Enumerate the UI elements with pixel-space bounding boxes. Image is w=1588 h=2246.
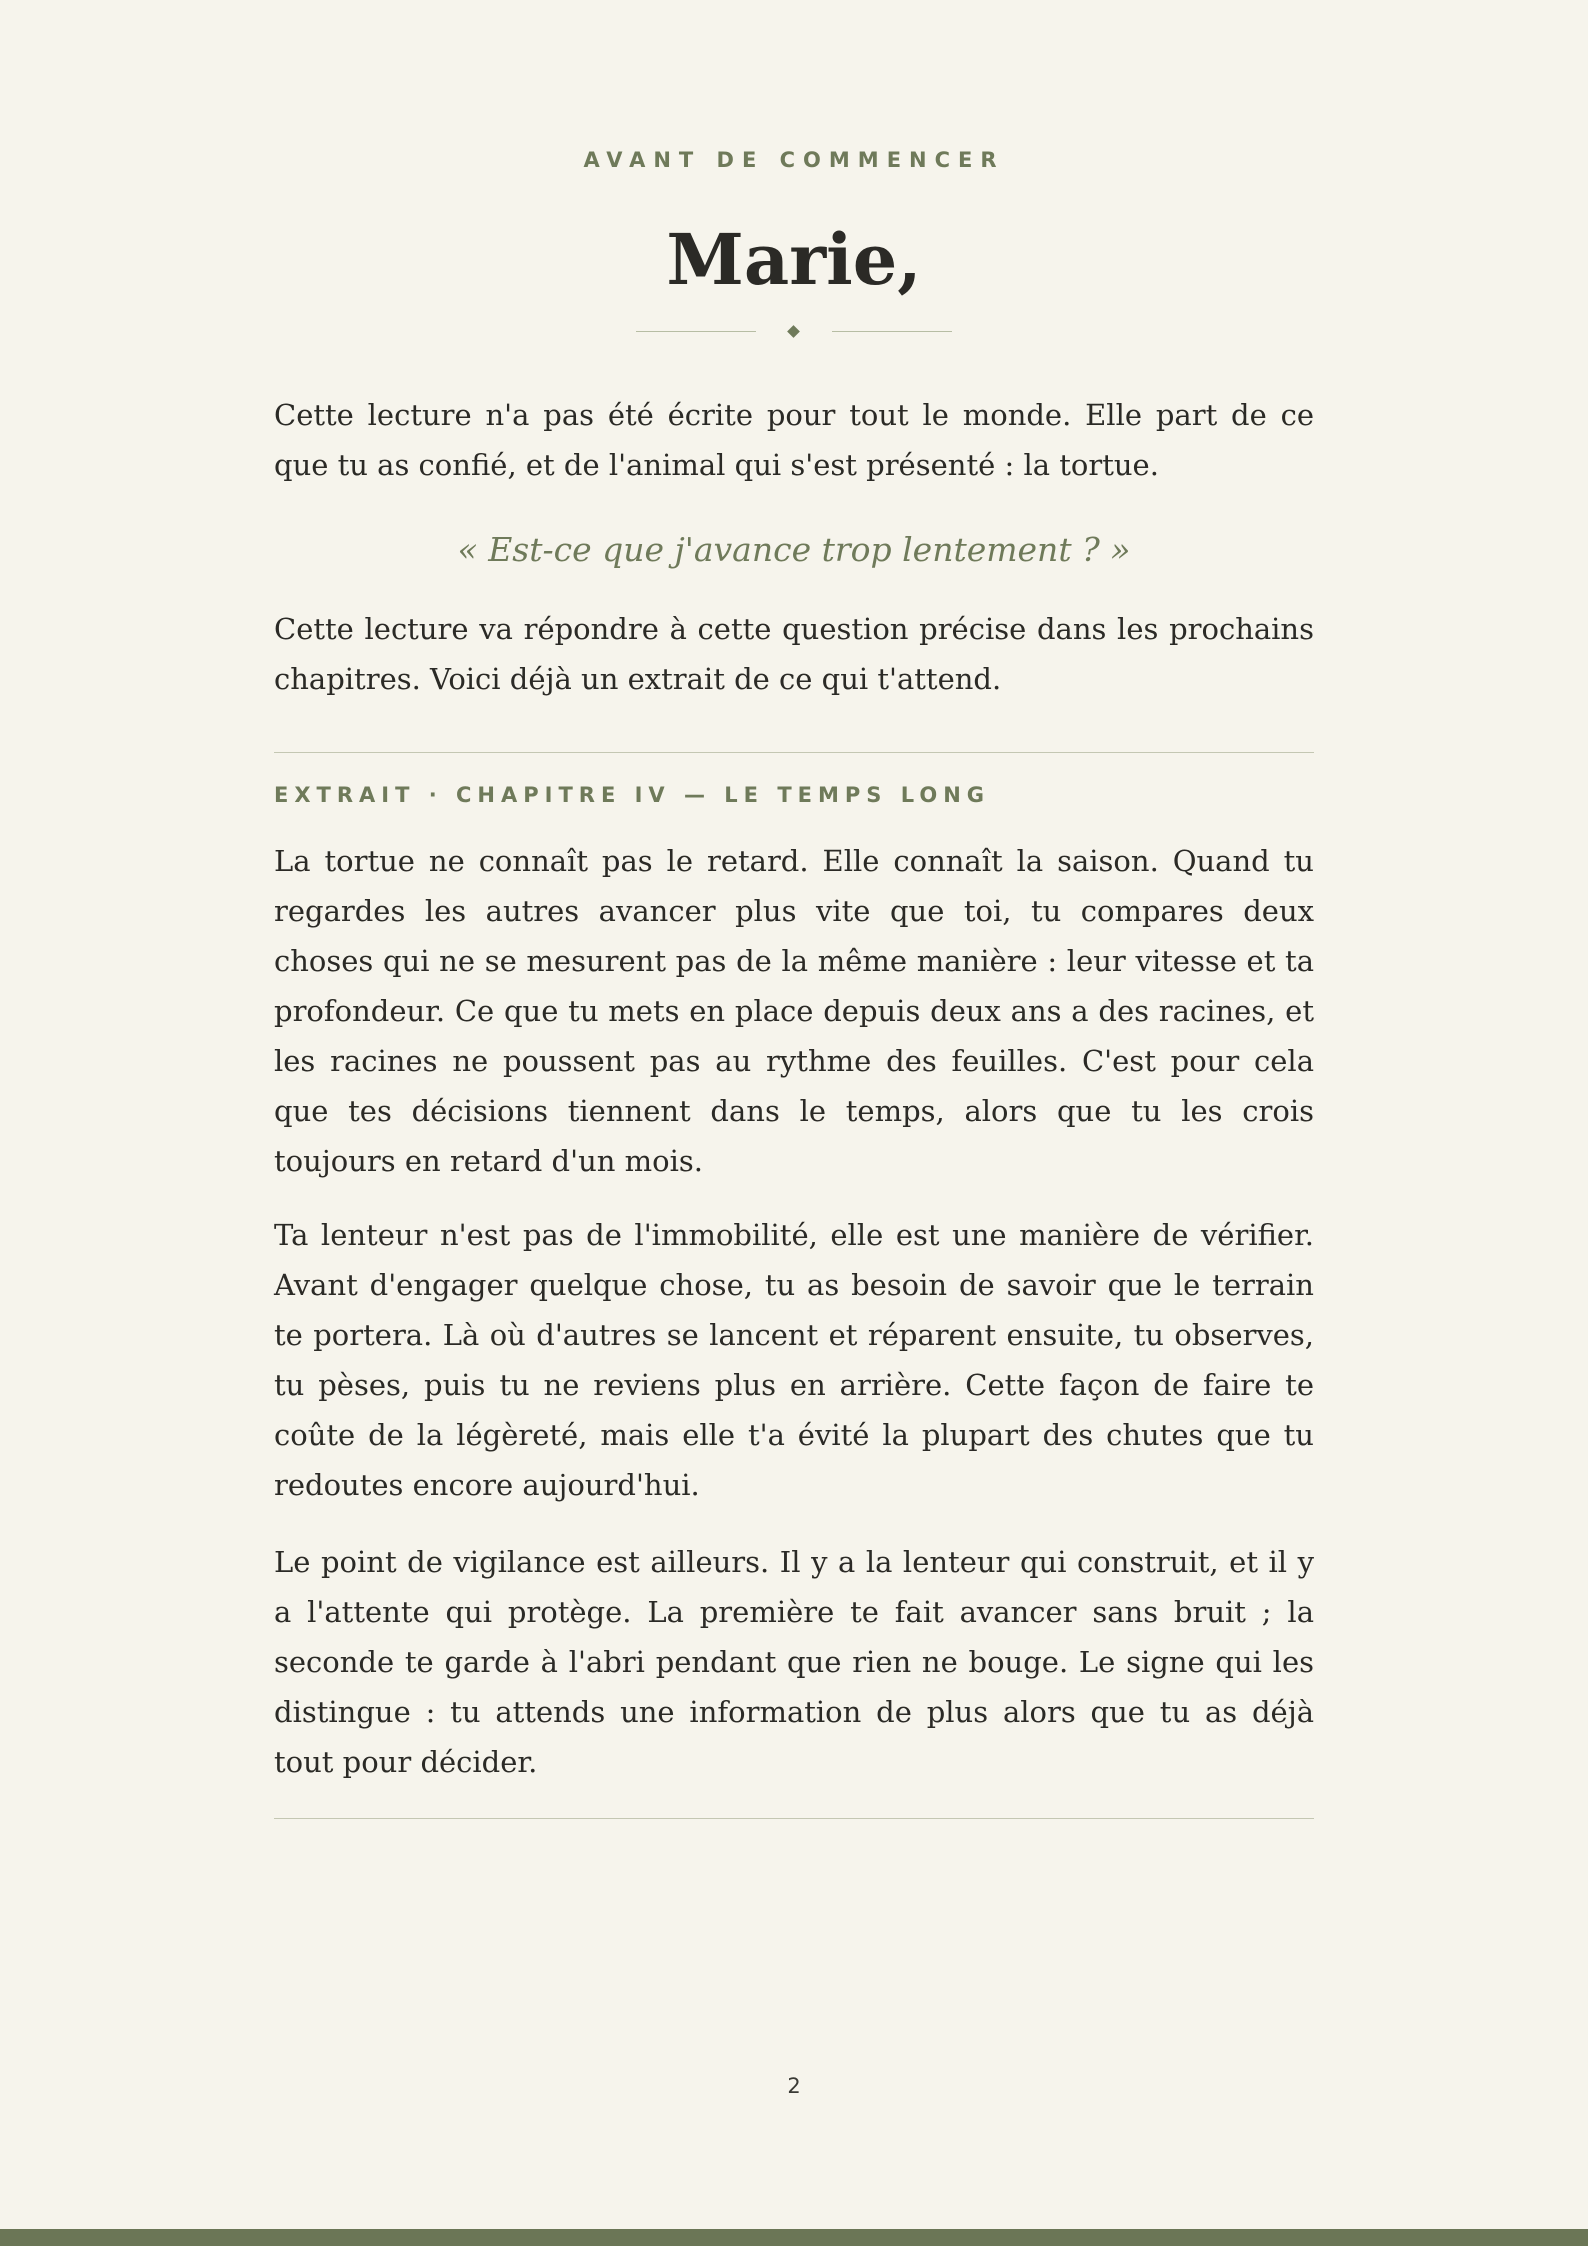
excerpt-paragraph-3: Le point de vigilance est ailleurs. Il y a la lenteur qui construit, et il y a l'attente qui protège. La première te fait avancer sans bruit ; la seconde te garde à l'abri pendant que rien ne bouge. Le signe qui les distingue : tu attends une information de plus alors que tu as déjà tout pour décider. xyxy=(274,1545,1314,1779)
ornament-line-right xyxy=(832,331,952,332)
intro-paragraph-1: Cette lecture n'a pas été écrite pour tout le monde. Elle part de ce que tu as confié, et de l'animal qui s'est présenté : la tortue. xyxy=(274,398,1314,482)
title-ornament xyxy=(636,322,952,342)
excerpt-paragraph-1: La tortue ne connaît pas le retard. Elle connaît la saison. Quand tu regardes les autres avancer plus vite que toi, tu compares deux choses qui ne se mesurent pas de la même manière : leur vitesse et ta profondeur. Ce que tu mets en place depuis deux ans a des racines, et les racines ne poussent pas au rythme des feuilles. C'est pour cela que tes décisions tiennent dans le temps, alors que tu les crois toujours en retard d'un mois. xyxy=(274,844,1314,1178)
page-number: 2 xyxy=(787,2074,801,2098)
diamond-icon xyxy=(787,325,800,338)
eyebrow-label: AVANT DE COMMENCER xyxy=(583,148,1005,172)
intro-paragraph-2: Cette lecture va répondre à cette question précise dans les prochains chapitres. Voici déjà un extrait de ce qui t'attend. xyxy=(274,612,1314,696)
excerpt-paragraph-2: Ta lenteur n'est pas de l'immobilité, elle est une manière de vérifier. Avant d'engager quelque chose, tu as besoin de savoir que le terrain te portera. Là où d'autres se lancent et réparent ensuite, tu observes, tu pèses, puis tu ne reviens plus en arrière. Cette façon de faire te coûte de la légèreté, mais elle t'a évité la plupart des chutes que tu redoutes encore aujourd'hui. xyxy=(274,1218,1314,1502)
ornament-line-left xyxy=(636,331,756,332)
excerpt-label: EXTRAIT · CHAPITRE IV — LE TEMPS LONG xyxy=(274,783,991,807)
excerpt-top-rule xyxy=(274,752,1314,753)
page-title: Marie, xyxy=(666,218,922,301)
bottom-bar xyxy=(0,2229,1588,2246)
pull-quote: « Est-ce que j'avance trop lentement ? » xyxy=(457,530,1131,569)
excerpt-bottom-rule xyxy=(274,1818,1314,1819)
